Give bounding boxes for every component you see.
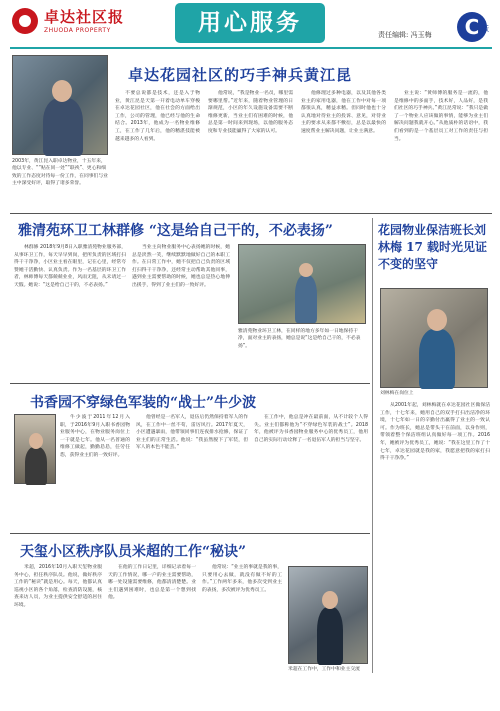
article5-caption: 米超在工作中，工作中和业主交流 — [288, 667, 360, 672]
page-header — [0, 0, 500, 50]
article2-caption: 雅清苑物业环卫工林，在同样的地方多年如一日地保持干净，面对业主的表扬，她总是说“这是给自己干的，不必表扬”。 — [238, 329, 361, 349]
section-divider — [10, 383, 370, 384]
logo-subtitle: ZHUODA PROPERTY — [44, 27, 111, 34]
article4-body-middle: 他曾经是一名军人，退伍后仍然保持着军人的作风，在工作中一丝不苟，雷厉风行。2017年夏天，小区遭遇暴雨，他带领同事们连夜排水抢修，保证了业主们的正常生活。他说：“我虽然脱下了军装，但军人的本色不能丢。” — [136, 415, 248, 451]
section-banner: 用心服务 — [175, 3, 325, 43]
article4-body-right: 在工作中，他总是冲在最前面，从不计较个人得失。业主们都称他为“不穿绿色军装的战士”。2018年，他被评为书香园物业服务中心的优秀员工，他用自己的实际行动诠释了一名退伍军人的担当与坚守。 — [254, 415, 368, 443]
header-rule — [10, 47, 492, 49]
article1-photo — [12, 55, 108, 155]
editor-credit: 责任编辑: 冯玉梅 — [378, 31, 432, 39]
article1-column-2: 他常说，“我是物业一名员，哪里需要哪里帮。”近年来，随着物业管理的日渐规范，小区的年久设施设备需要不断维修更新，当业主们有困难的时候，他总是第一时间来到现场，以他的服务态度和专业技能赢得了大家的认可。 — [208, 91, 293, 134]
article2-body-left: 林群修 2018年9月8日入职雅清苑物业服务部，从事环卫工作，每天早早到岗，把所负责的区域打扫得干干净净，小区业主看在眼里，记在心里，经常夸赞她干活勤快、认真负责。作为一名基层的环卫工作者，林师傅每天都兢兢业业，风雨无阻，从未请过一天假。她说：“这是给自己干的，不必表扬。” — [14, 245, 126, 288]
article1-column-1: 不要总说都是技术，还是入于物业，黄江昆是天第一开着电动单车穿梭在卓达花园社区，他在社会的方面给出工作，公司的管理，他已经与他的生命结合。2013年，他成为一名物业维修工，在工作了几年后，他的精湛技能被越来越多的人看到。 — [115, 91, 200, 142]
article3-body: 从2001年起，刘林梅就在卓达花园社区做保洁工作，十七年来，她用自己的双手打扫出洁净的环境，十七年如一日的辛勤付出赢得了业主的一致认可。作为班长，她总是带头干在前面，以身作则，带领着整个保洁班组认真做好每一项工作。2016年，她被评为优秀员工，她说：“我在这里工作了十七年，卓达花园就是我的家，我愿意把我的家打扫得干干净净。” — [380, 403, 490, 462]
article5-title: 天玺小区秩序队员米超的工作“秘诀” — [20, 544, 247, 560]
article5-column-2: 在他的工作日记里，详细记录着每一天的工作情况，哪一户的业主需要帮助，哪一处设施需要维修，他都清清楚楚。业主们遇到困难时，也总是第一个想到找他。 — [108, 565, 196, 601]
article4-photo — [14, 414, 56, 484]
logo-icon — [12, 8, 38, 34]
page-letter-badge: C — [457, 12, 487, 42]
logo-title: 卓达社区报 — [44, 8, 125, 26]
article5-photo — [288, 566, 368, 664]
article4-title: 书香园不穿绿色军装的“战士”牛少波 — [30, 395, 257, 411]
article1-caption: 2003年，黄江昆入职卓达物业，十五年来，他以专业、““贴在同一处”“联袂”、更心和细致的工作态度对待每一份工作，在同事们与业主中深受好评，取得了诸多荣誉。 — [12, 159, 108, 187]
article4-body-left: 牛少波于2011年12月入职，于2016年9月入职书香园物业服务中心，在物业服务岗位上一干就是七年。他从一名普通的维修工做起，勤勤恳恳，任劳任怨，获得业主们的一致好评。 — [60, 415, 130, 458]
column-divider — [372, 218, 373, 673]
newspaper-logo — [12, 6, 130, 40]
article1-column-4: 业主说：“黄师傅的服务是一流的，他是维修中的多面手，技术好，人品好，是我们社区的巧手神兵。”黄江昆常说：“我只是做了一个物业人应该做的事情，能够为业主们解决问题我就开心。”从他质朴的话语中，我们看到的是一个基层员工对工作的责任与担当。 — [394, 91, 488, 142]
article5-column-1: 米超，2016年10月入职天玺物业服务中心，担任秩序队员。他说，做好秩序工作的“秘诀”就是用心。每天，他都认真巡视小区的各个角落，检查消防设施，核查来访人员，为业主提供安全舒适的居住环境。 — [14, 565, 102, 608]
article3-caption: 刘林梅在岗位上 — [380, 391, 414, 396]
page-suffix: 版 — [482, 25, 489, 33]
article5-column-3: 他常说：“业主的事就是我的事，只要用心去做，就没有做不好的工作。”工作两年多来，他多次受到业主的表扬，多次被评为优秀员工。 — [202, 565, 282, 593]
article2-body-right: 当业主向物业服务中心表扬她的时候，她总是淡然一笑，继续默默地做好自己的本职工作。在日常工作中，她不仅把自己负责的区域打扫得干干净净，还经常主动帮助其他同事，遇到业主需要帮助的时候，她也总是热心地伸出援手，得到了业主们的一致好评。 — [132, 245, 230, 288]
article2-photo — [238, 244, 366, 324]
article2-title: 雅清苑环卫工林群修 “这是给自己干的，不必表扬” — [18, 223, 333, 239]
article3-title: 花园物业保洁班长刘林梅 17 载时光见证不变的坚守 — [378, 223, 488, 271]
article1-column-3: 他修理过多种电器，以及其他各类业主的家用电器，他在工作中对每一项都很认真，精益求精。但同时他也十分认真地对待业主的投诉、意见，对待业主的要求从来都不敷衍，总是以最快的速度帮业主解决问题，让业主满意。 — [301, 91, 386, 134]
article1-title: 卓达花园社区的巧手神兵黄江昆 — [128, 66, 353, 84]
article3-photo — [380, 288, 488, 388]
section-divider — [10, 213, 492, 214]
section-divider — [10, 533, 370, 534]
